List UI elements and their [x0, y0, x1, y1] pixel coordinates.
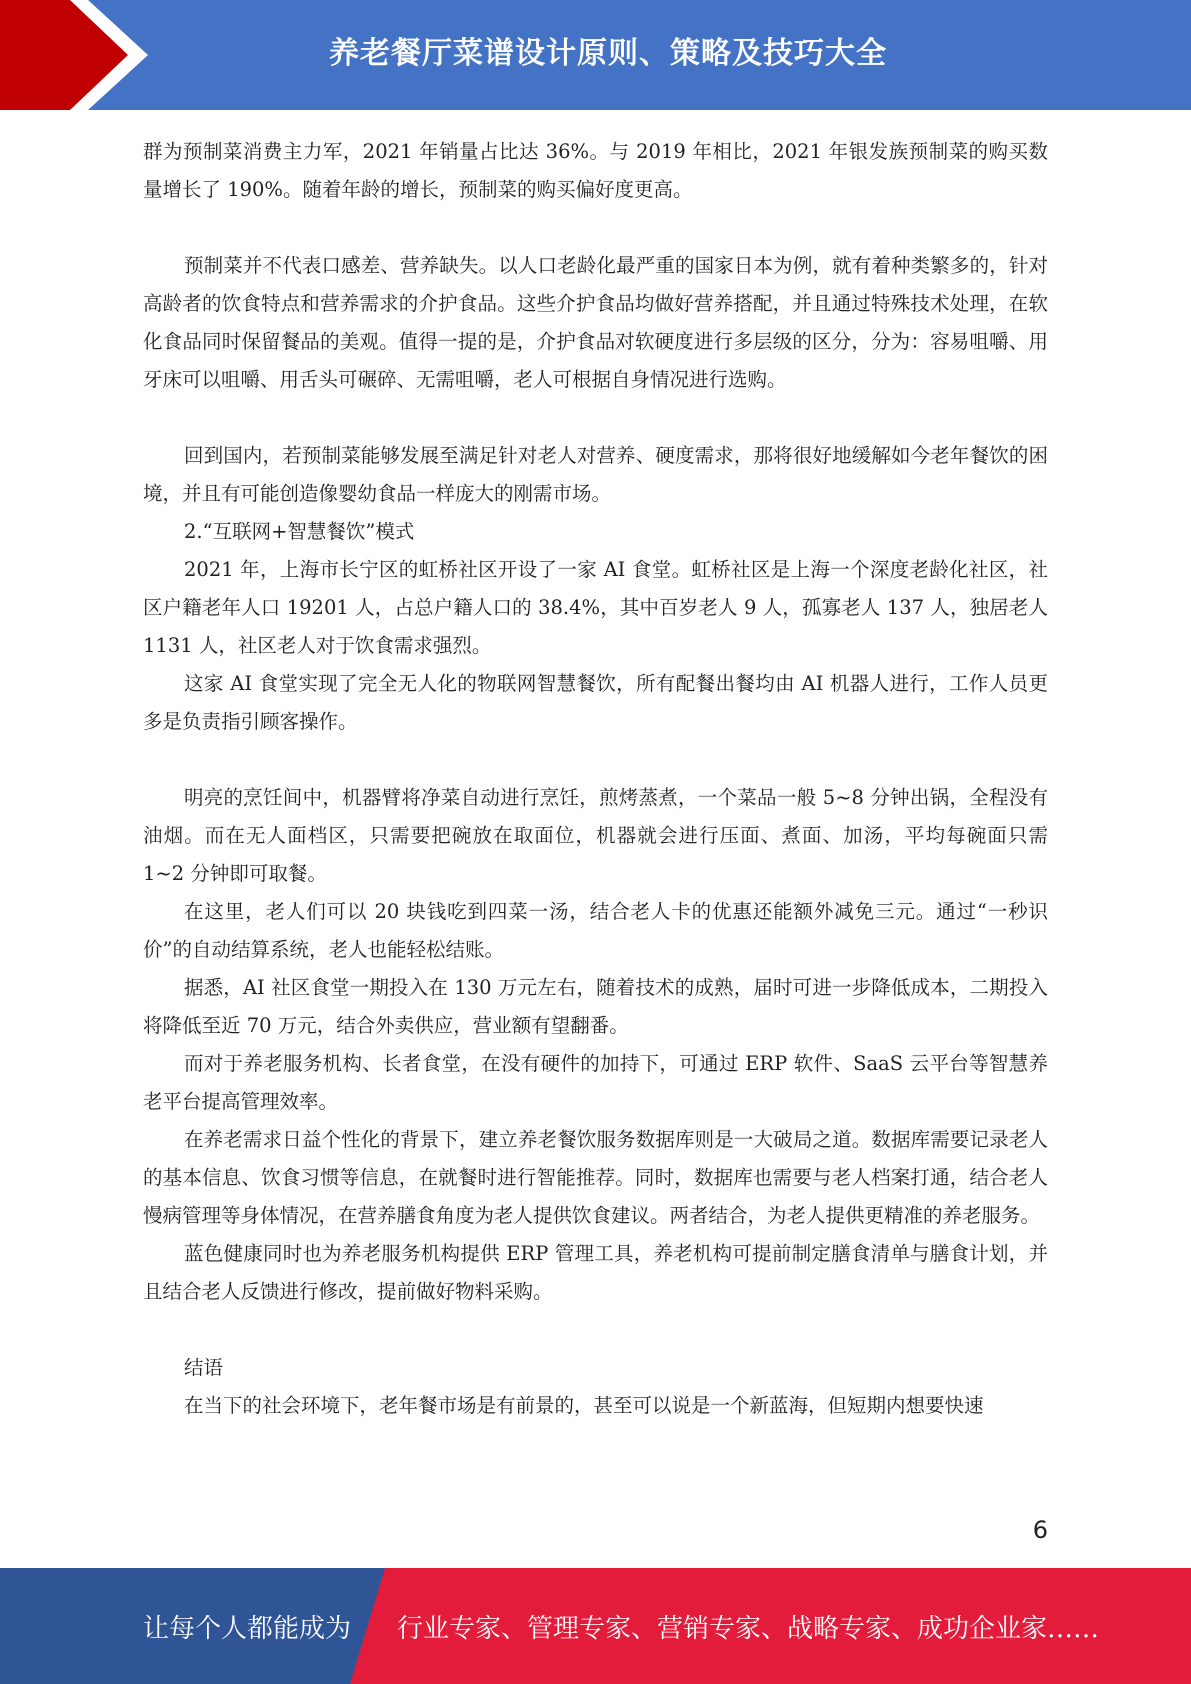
page-number: 6: [1032, 1516, 1048, 1544]
article-body: [143, 133, 1048, 1425]
paragraph: 而对于养老服务机构、长者食堂，在没有硬件的加持下，可通过 ERP 软件、SaaS 云平台等智慧养老平台提高管理效率。: [143, 1052, 1048, 1113]
paragraph: 2021 年，上海市长宁区的虹桥社区开设了一家 AI 食堂。虹桥社区是上海一个深度老龄化社区，社区户籍老年人口 19201 人，占总户籍人口的 38.4%，其中百岁老人 9 人，孤寡老人 137 人，独居老人 1131 人，社区老人对于饮食需求强烈。: [143, 558, 1048, 657]
paragraph: 群为预制菜消费主力军，2021 年销量占比达 36%。与 2019 年相比，2021 年银发族预制菜的购买数量增长了 190%。随着年龄的增长，预制菜的购买偏好度更高。: [143, 140, 1048, 201]
paragraph: 明亮的烹饪间中，机器臂将净菜自动进行烹饪，煎烤蒸煮，一个菜品一般 5~8 分钟出锅，全程没有油烟。而在无人面档区，只需要把碗放在取面位，机器就会进行压面、煮面、加汤，平均每碗面只需 1~2 分钟即可取餐。: [143, 786, 1048, 885]
footer-roles: 行业专家、管理专家、营销专家、战略专家、成功企业家……: [397, 1613, 1100, 1644]
paragraph: 回到国内，若预制菜能够发展至满足针对老人对营养、硬度需求，那将很好地缓解如今老年餐饮的困境，并且有可能创造像婴幼食品一样庞大的刚需市场。: [143, 444, 1048, 505]
header-band: [0, 0, 1191, 110]
paragraph: 据悉，AI 社区食堂一期投入在 130 万元左右，随着技术的成熟，届时可进一步降低成本，二期投入将降低至近 70 万元，结合外卖供应，营业额有望翻番。: [143, 976, 1048, 1037]
paragraph: 在这里，老人们可以 20 块钱吃到四菜一汤，结合老人卡的优惠还能额外减免三元。通过“一秒识价”的自动结算系统，老人也能轻松结账。: [143, 900, 1048, 961]
footer-slogan: 让每个人都能成为: [143, 1613, 352, 1644]
section-heading: 结语: [184, 1356, 224, 1379]
paragraph: 预制菜并不代表口感差、营养缺失。以人口老龄化最严重的国家日本为例，就有着种类繁多的，针对高龄者的饮食特点和营养需求的介护食品。这些介护食品均做好营养搭配，并且通过特殊技术处理，在软化食品同时保留餐品的美观。值得一提的是，介护食品对软硬度进行多层级的区分，分为：容易咀嚼、用牙床可以咀嚼、用舌头可碾碎、无需咀嚼，老人可根据自身情况进行选购。: [143, 254, 1048, 391]
page-title: 养老餐厅菜谱设计原则、策略及技巧大全: [329, 36, 887, 71]
section-heading: 2.“互联网+智慧餐饮”模式: [184, 520, 415, 543]
paragraph: 这家 AI 食堂实现了完全无人化的物联网智慧餐饮，所有配餐出餐均由 AI 机器人进行，工作人员更多是负责指引顾客操作。: [143, 672, 1048, 733]
paragraph: 蓝色健康同时也为养老服务机构提供 ERP 管理工具，养老机构可提前制定膳食清单与膳食计划，并且结合老人反馈进行修改，提前做好物料采购。: [143, 1242, 1048, 1303]
paragraph: 在养老需求日益个性化的背景下，建立养老餐饮服务数据库则是一大破局之道。数据库需要记录老人的基本信息、饮食习惯等信息，在就餐时进行智能推荐。同时，数据库也需要与老人档案打通，结合老人慢病管理等身体情况，在营养膳食角度为老人提供饮食建议。两者结合，为老人提供更精准的养老服务。: [143, 1128, 1048, 1227]
footer-band: [0, 1568, 1191, 1684]
paragraph: 在当下的社会环境下，老年餐市场是有前景的，甚至可以说是一个新蓝海，但短期内想要快速: [184, 1394, 984, 1417]
